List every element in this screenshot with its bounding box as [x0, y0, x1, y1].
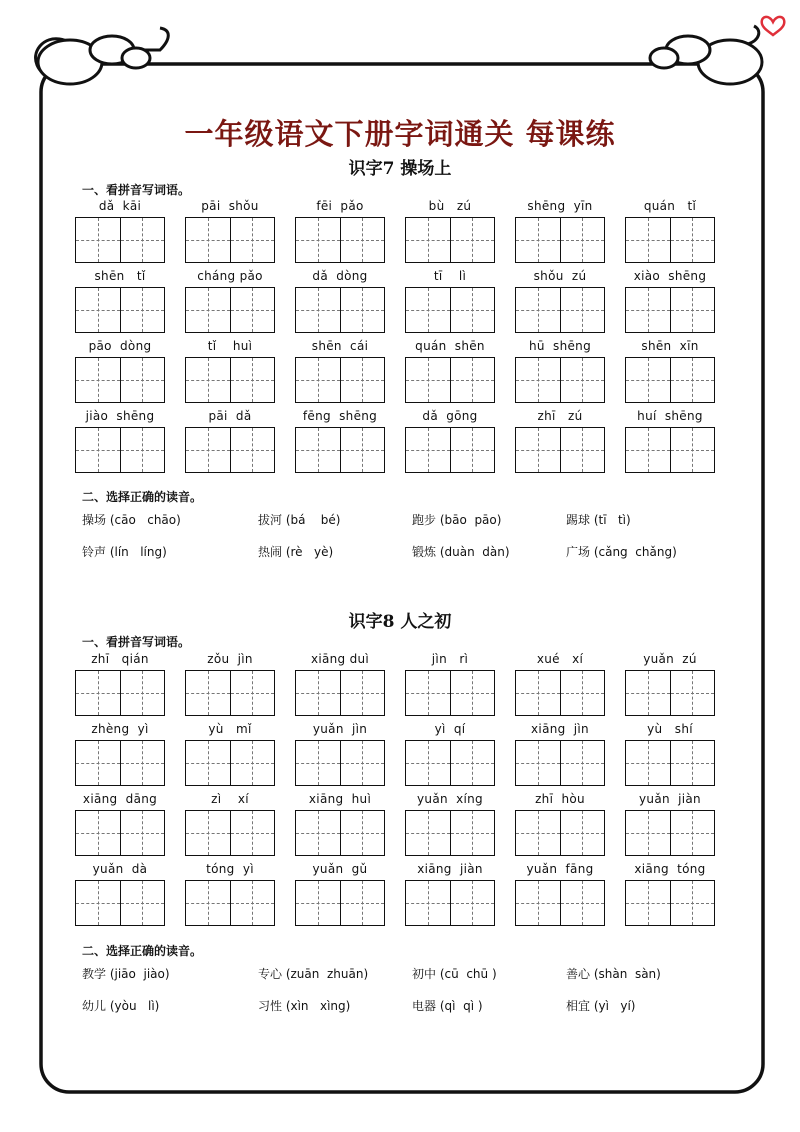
character-box[interactable] — [76, 358, 120, 402]
character-box[interactable] — [626, 288, 670, 332]
character-box[interactable] — [186, 671, 230, 715]
character-box[interactable] — [76, 671, 120, 715]
character-box[interactable] — [230, 671, 275, 715]
character-box[interactable] — [186, 288, 230, 332]
character-box[interactable] — [340, 741, 385, 785]
pinyin-label: bù zú — [428, 199, 472, 213]
pinyin-label: yù shí — [647, 722, 693, 736]
pinyin-label: yuǎn jìn — [312, 722, 368, 736]
pinyin-word-item — [295, 862, 405, 932]
page-title: 一年级语文下册字词通关 每课练 — [184, 117, 616, 151]
character-box[interactable] — [406, 741, 450, 785]
tian-zi-ge-writing-boxes[interactable] — [515, 670, 605, 716]
character-box[interactable] — [626, 881, 670, 925]
tian-zi-ge-writing-boxes[interactable] — [515, 427, 605, 473]
tian-zi-ge-writing-boxes[interactable] — [625, 217, 715, 263]
character-box[interactable] — [450, 288, 495, 332]
tian-zi-ge-writing-boxes[interactable] — [75, 217, 165, 263]
pronunciation-choice[interactable]: 教学 (jiāo jiào) — [82, 967, 170, 981]
character-box[interactable] — [560, 288, 605, 332]
pinyin-word-item — [625, 409, 735, 479]
pinyin-word-item — [405, 792, 515, 862]
pronunciation-choices — [82, 965, 722, 1014]
character-box[interactable] — [626, 358, 670, 402]
pinyin-word-item — [185, 652, 295, 722]
character-box[interactable] — [120, 811, 165, 855]
character-box[interactable] — [340, 881, 385, 925]
character-box[interactable] — [340, 671, 385, 715]
pinyin-label: zì xí — [211, 792, 249, 806]
tian-zi-ge-writing-boxes[interactable] — [295, 740, 385, 786]
pinyin-word-item — [405, 199, 515, 269]
tian-zi-ge-writing-boxes[interactable] — [185, 287, 275, 333]
pinyin-label: xiào shēng — [633, 269, 707, 283]
tian-zi-ge-writing-boxes[interactable] — [405, 427, 495, 473]
character-box[interactable] — [670, 741, 715, 785]
character-box[interactable] — [516, 288, 560, 332]
tian-zi-ge-writing-boxes[interactable] — [515, 287, 605, 333]
character-box[interactable] — [230, 218, 275, 262]
character-box[interactable] — [670, 288, 715, 332]
pinyin-label: xiāng jìn — [531, 722, 589, 736]
tian-zi-ge-writing-boxes[interactable] — [405, 880, 495, 926]
pinyin-label: tī lì — [433, 269, 467, 283]
pinyin-word-item — [405, 862, 515, 932]
tian-zi-ge-writing-boxes[interactable] — [625, 287, 715, 333]
tian-zi-ge-writing-boxes[interactable] — [75, 287, 165, 333]
pinyin-word-item — [75, 862, 185, 932]
pinyin-word-item — [625, 339, 735, 409]
character-box[interactable] — [76, 741, 120, 785]
character-box[interactable] — [516, 671, 560, 715]
pinyin-label: xiāng duì — [310, 652, 370, 666]
tian-zi-ge-writing-boxes[interactable] — [405, 810, 495, 856]
pinyin-label: dǎ dòng — [312, 269, 368, 283]
pinyin-label: pāi dǎ — [208, 409, 252, 423]
character-box[interactable] — [626, 811, 670, 855]
pinyin-label: zhī qián — [91, 652, 149, 666]
tian-zi-ge-writing-boxes[interactable] — [625, 427, 715, 473]
character-box[interactable] — [626, 218, 670, 262]
character-box[interactable] — [406, 671, 450, 715]
character-box[interactable] — [186, 881, 230, 925]
character-box[interactable] — [186, 741, 230, 785]
pinyin-word-item — [405, 652, 515, 722]
tian-zi-ge-writing-boxes[interactable] — [515, 357, 605, 403]
pinyin-label: yì qí — [434, 722, 466, 736]
pinyin-label: yuǎn zú — [643, 652, 697, 666]
pinyin-word-item — [75, 792, 185, 862]
pronunciation-choice[interactable]: 初中 (cū chū ) — [412, 967, 497, 981]
pronunciation-choice[interactable]: 幼儿 (yòu lì) — [82, 999, 160, 1013]
character-box[interactable] — [450, 811, 495, 855]
character-box[interactable] — [516, 741, 560, 785]
pinyin-label: jìn rì — [431, 652, 469, 666]
tian-zi-ge-writing-boxes[interactable] — [295, 670, 385, 716]
tian-zi-ge-writing-boxes[interactable] — [295, 357, 385, 403]
character-box[interactable] — [230, 288, 275, 332]
pinyin-writing-grid — [75, 199, 725, 479]
pinyin-label: yuǎn xíng — [417, 792, 483, 806]
pinyin-word-item — [75, 269, 185, 339]
character-box[interactable] — [626, 671, 670, 715]
section-heading-write-words: 一、看拼音写词语。 — [82, 183, 191, 197]
tian-zi-ge-writing-boxes[interactable] — [185, 217, 275, 263]
character-box[interactable] — [120, 218, 165, 262]
pinyin-label: yuǎn dà — [92, 862, 148, 876]
character-box[interactable] — [230, 358, 275, 402]
character-box[interactable] — [560, 218, 605, 262]
pinyin-label: xiāng tóng — [634, 862, 706, 876]
character-box[interactable] — [296, 428, 340, 472]
pinyin-label: zhī zú — [537, 409, 583, 423]
character-box[interactable] — [516, 358, 560, 402]
pinyin-word-item — [75, 199, 185, 269]
tian-zi-ge-writing-boxes[interactable] — [515, 810, 605, 856]
pinyin-word-item — [515, 722, 625, 792]
character-box[interactable] — [120, 358, 165, 402]
pinyin-word-item — [185, 792, 295, 862]
tian-zi-ge-writing-boxes[interactable] — [75, 427, 165, 473]
lesson-title: 识字7 操场上 — [348, 159, 452, 179]
pinyin-word-item — [515, 862, 625, 932]
character-box[interactable] — [120, 288, 165, 332]
pinyin-word-item — [625, 722, 735, 792]
pinyin-label: xué xí — [536, 652, 584, 666]
tian-zi-ge-writing-boxes[interactable] — [295, 217, 385, 263]
pinyin-word-item — [515, 652, 625, 722]
tian-zi-ge-writing-boxes[interactable] — [405, 287, 495, 333]
pronunciation-choice[interactable]: 广场 (cǎng chǎng) — [566, 545, 677, 559]
pinyin-word-item — [515, 199, 625, 269]
character-box[interactable] — [186, 428, 230, 472]
character-box[interactable] — [406, 358, 450, 402]
character-box[interactable] — [76, 881, 120, 925]
pinyin-word-item — [295, 652, 405, 722]
pinyin-word-item — [515, 339, 625, 409]
pinyin-word-item — [75, 722, 185, 792]
character-box[interactable] — [450, 358, 495, 402]
character-box[interactable] — [296, 741, 340, 785]
pinyin-label: shǒu zú — [533, 269, 587, 283]
pinyin-label: yuǎn jiàn — [639, 792, 701, 806]
pinyin-word-item — [625, 199, 735, 269]
character-box[interactable] — [450, 218, 495, 262]
pinyin-label: dǎ gōng — [422, 409, 478, 423]
lesson-title: 识字8 人之初 — [348, 612, 452, 632]
pinyin-word-item — [295, 722, 405, 792]
character-box[interactable] — [340, 288, 385, 332]
pronunciation-choice[interactable]: 锻炼 (duàn dàn) — [412, 545, 510, 559]
pinyin-label: tǐ huì — [207, 339, 253, 353]
pronunciation-choice[interactable]: 习性 (xìn xìng) — [258, 999, 351, 1013]
character-box[interactable] — [670, 881, 715, 925]
pinyin-word-item — [75, 652, 185, 722]
section-heading-choose-pronunciation: 二、选择正确的读音。 — [82, 490, 203, 504]
pinyin-word-item — [405, 409, 515, 479]
pinyin-word-item — [185, 722, 295, 792]
character-box[interactable] — [450, 671, 495, 715]
pinyin-label: shēng yīn — [527, 199, 593, 213]
character-box[interactable] — [340, 428, 385, 472]
tian-zi-ge-writing-boxes[interactable] — [75, 740, 165, 786]
pinyin-label: quán tǐ — [643, 199, 697, 213]
character-box[interactable] — [76, 811, 120, 855]
pinyin-word-item — [185, 409, 295, 479]
pinyin-label: yù mǐ — [208, 722, 252, 736]
right-corner-curl-decoration — [650, 26, 762, 84]
pinyin-label: yuǎn fāng — [526, 862, 594, 876]
character-box[interactable] — [560, 358, 605, 402]
section-heading-write-words: 一、看拼音写词语。 — [82, 635, 191, 649]
tian-zi-ge-writing-boxes[interactable] — [625, 670, 715, 716]
section-heading-choose-pronunciation: 二、选择正确的读音。 — [82, 944, 203, 958]
character-box[interactable] — [76, 218, 120, 262]
pronunciation-choice[interactable]: 拔河 (bá bé) — [258, 513, 341, 527]
tian-zi-ge-writing-boxes[interactable] — [75, 880, 165, 926]
character-box[interactable] — [296, 811, 340, 855]
pinyin-label: dǎ kāi — [98, 199, 142, 213]
character-box[interactable] — [670, 428, 715, 472]
character-box[interactable] — [670, 358, 715, 402]
character-box[interactable] — [516, 428, 560, 472]
character-box[interactable] — [626, 428, 670, 472]
tian-zi-ge-writing-boxes[interactable] — [515, 740, 605, 786]
tian-zi-ge-writing-boxes[interactable] — [405, 740, 495, 786]
tian-zi-ge-writing-boxes[interactable] — [295, 287, 385, 333]
character-box[interactable] — [296, 881, 340, 925]
character-box[interactable] — [406, 881, 450, 925]
tian-zi-ge-writing-boxes[interactable] — [405, 670, 495, 716]
pinyin-word-item — [625, 862, 735, 932]
pronunciation-choice[interactable]: 跑步 (bāo pāo) — [412, 513, 502, 527]
pronunciation-choice[interactable]: 踢球 (tī tì) — [566, 513, 631, 527]
character-box[interactable] — [76, 428, 120, 472]
character-box[interactable] — [450, 741, 495, 785]
left-corner-curl-decoration — [36, 28, 169, 84]
character-box[interactable] — [340, 811, 385, 855]
character-box[interactable] — [670, 218, 715, 262]
pinyin-label: huí shēng — [637, 409, 703, 423]
character-box[interactable] — [670, 671, 715, 715]
character-box[interactable] — [406, 218, 450, 262]
pinyin-word-item — [295, 792, 405, 862]
pinyin-label: zhī hòu — [535, 792, 585, 806]
character-box[interactable] — [516, 218, 560, 262]
pinyin-word-item — [295, 269, 405, 339]
character-box[interactable] — [186, 358, 230, 402]
pronunciation-choice[interactable]: 善心 (shàn sàn) — [566, 967, 661, 981]
character-box[interactable] — [560, 741, 605, 785]
pronunciation-choice[interactable]: 相宜 (yì yí) — [566, 999, 636, 1013]
tian-zi-ge-writing-boxes[interactable] — [625, 357, 715, 403]
pinyin-label: quán shēn — [415, 339, 485, 353]
tian-zi-ge-writing-boxes[interactable] — [185, 357, 275, 403]
pinyin-word-item — [295, 339, 405, 409]
character-box[interactable] — [296, 358, 340, 402]
tian-zi-ge-writing-boxes[interactable] — [185, 427, 275, 473]
character-box[interactable] — [626, 741, 670, 785]
pronunciation-choice[interactable]: 铃声 (lín líng) — [82, 545, 167, 559]
character-box[interactable] — [516, 811, 560, 855]
pronunciation-choice[interactable]: 专心 (zuān zhuān) — [258, 967, 369, 981]
character-box[interactable] — [120, 741, 165, 785]
character-box[interactable] — [120, 428, 165, 472]
pinyin-label: pāi shǒu — [201, 199, 259, 213]
tian-zi-ge-writing-boxes[interactable] — [405, 357, 495, 403]
pinyin-word-item — [295, 199, 405, 269]
pronunciation-choice[interactable]: 热闹 (rè yè) — [258, 545, 334, 559]
pinyin-word-item — [405, 269, 515, 339]
tian-zi-ge-writing-boxes[interactable] — [295, 810, 385, 856]
tian-zi-ge-writing-boxes[interactable] — [625, 740, 715, 786]
tian-zi-ge-writing-boxes[interactable] — [295, 880, 385, 926]
pinyin-label: yuǎn gǔ — [312, 862, 368, 876]
pinyin-word-item — [625, 269, 735, 339]
pinyin-writing-grid — [75, 652, 725, 932]
tian-zi-ge-writing-boxes[interactable] — [185, 740, 275, 786]
character-box[interactable] — [230, 881, 275, 925]
pronunciation-choice[interactable]: 电器 (qì qì ) — [412, 999, 483, 1013]
character-box[interactable] — [230, 811, 275, 855]
pinyin-label: shēn tǐ — [94, 269, 146, 283]
character-box[interactable] — [560, 671, 605, 715]
pinyin-word-item — [185, 269, 295, 339]
pinyin-label: zǒu jìn — [207, 652, 253, 666]
character-box[interactable] — [406, 811, 450, 855]
character-box[interactable] — [296, 671, 340, 715]
pinyin-word-item — [515, 792, 625, 862]
character-box[interactable] — [670, 811, 715, 855]
tian-zi-ge-writing-boxes[interactable] — [185, 670, 275, 716]
character-box[interactable] — [340, 358, 385, 402]
pinyin-word-item — [405, 339, 515, 409]
tian-zi-ge-writing-boxes[interactable] — [185, 880, 275, 926]
character-box[interactable] — [516, 881, 560, 925]
pronunciation-choice[interactable]: 操场 (cāo chāo) — [82, 513, 181, 527]
character-box[interactable] — [560, 428, 605, 472]
tian-zi-ge-writing-boxes[interactable] — [625, 810, 715, 856]
pinyin-word-item — [185, 339, 295, 409]
character-box[interactable] — [406, 428, 450, 472]
tian-zi-ge-writing-boxes[interactable] — [75, 670, 165, 716]
tian-zi-ge-writing-boxes[interactable] — [75, 357, 165, 403]
tian-zi-ge-writing-boxes[interactable] — [295, 427, 385, 473]
character-box[interactable] — [230, 428, 275, 472]
pinyin-word-item — [75, 339, 185, 409]
tian-zi-ge-writing-boxes[interactable] — [75, 810, 165, 856]
tian-zi-ge-writing-boxes[interactable] — [515, 880, 605, 926]
pinyin-word-item — [185, 199, 295, 269]
pinyin-word-item — [295, 409, 405, 479]
pinyin-label: xiāng huì — [308, 792, 372, 806]
pinyin-word-item — [75, 409, 185, 479]
pinyin-word-item — [185, 862, 295, 932]
character-box[interactable] — [406, 288, 450, 332]
character-box[interactable] — [340, 218, 385, 262]
character-box[interactable] — [120, 671, 165, 715]
pinyin-label: shēn cái — [311, 339, 369, 353]
character-box[interactable] — [230, 741, 275, 785]
character-box[interactable] — [186, 811, 230, 855]
character-box[interactable] — [450, 428, 495, 472]
character-box[interactable] — [76, 288, 120, 332]
character-box[interactable] — [560, 811, 605, 855]
tian-zi-ge-writing-boxes[interactable] — [405, 217, 495, 263]
pinyin-label: shēn xīn — [641, 339, 699, 353]
character-box[interactable] — [560, 881, 605, 925]
tian-zi-ge-writing-boxes[interactable] — [185, 810, 275, 856]
pinyin-label: pāo dòng — [88, 339, 152, 353]
pinyin-word-item — [515, 409, 625, 479]
character-box[interactable] — [450, 881, 495, 925]
pinyin-label: zhèng yì — [91, 722, 149, 736]
pinyin-word-item — [515, 269, 625, 339]
pinyin-label: fēi pǎo — [316, 199, 364, 213]
pinyin-label: jiào shēng — [85, 409, 155, 423]
pinyin-word-item — [405, 722, 515, 792]
pinyin-label: tóng yì — [206, 862, 254, 876]
pinyin-word-item — [625, 652, 735, 722]
character-box[interactable] — [120, 881, 165, 925]
tian-zi-ge-writing-boxes[interactable] — [515, 217, 605, 263]
pronunciation-choices — [82, 511, 722, 560]
character-box[interactable] — [296, 288, 340, 332]
pinyin-label: cháng pǎo — [197, 269, 263, 283]
pinyin-label: hū shēng — [528, 339, 591, 353]
pinyin-label: xiāng dāng — [82, 792, 158, 806]
character-box[interactable] — [296, 218, 340, 262]
character-box[interactable] — [186, 218, 230, 262]
pinyin-label: xiāng jiàn — [417, 862, 483, 876]
heart-icon — [762, 17, 785, 35]
pinyin-label: fēng shēng — [302, 409, 378, 423]
pinyin-word-item — [625, 792, 735, 862]
tian-zi-ge-writing-boxes[interactable] — [625, 880, 715, 926]
